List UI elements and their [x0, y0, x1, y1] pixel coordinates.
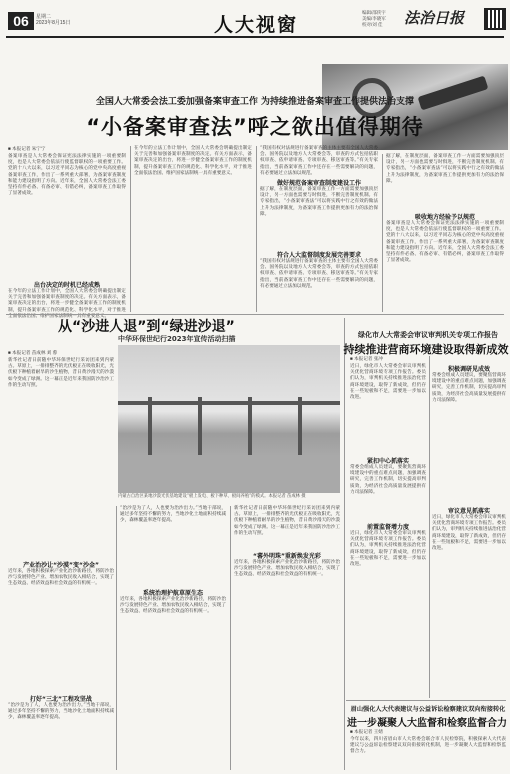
lead-col-3b: 据了解，在制度层面，备案审查工作一方面需要加强顶层设计，另一方面也需要与时俱进，不断完善制度机制。有专家指出，“小备案审查法”可以将实践中行之有效的做法上升为法律制度，为备案审查工作提供更加有力的法治保障。: [260, 187, 378, 217]
section-divider: [346, 700, 506, 701]
header-rule: [6, 36, 504, 38]
column-rule: [116, 506, 117, 770]
right-col-2b: 近日，绿化市人大常委会审议审判机关优化营商环境专项工作报告。委员们认为，审判机关持续推进法治化营商环境建设，取得了新成效，但仍存在一些短板和不足，需要进一步加以改进。: [432, 515, 506, 552]
lead-subhead-3: 符合人大监督制度发展完善要求: [276, 252, 361, 259]
lead-col-4: 据了解，在制度层面，备案审查工作一方面需要加强顶层设计，另一方面也需要与时俱进，不断完善制度机制。有专家指出，“小备案审查法”可以将实践中行之有效的做法上升为法律制度，为备案审查工作提供更加有力的法治保障。: [386, 154, 504, 184]
lead-subhead-2: 做好规范备案审查制度建设工作: [276, 180, 361, 187]
middle-col-1c: “治沙是为了人，人也要为治沙出力。”当地干部说，通过多年坚持不懈的努力，当地沙化土地面积持续减少，森林覆盖率逐年提高。: [8, 703, 114, 721]
column-rule: [344, 318, 345, 770]
photo-caption: 内蒙古自治区某地沙漠光伏基地建设“板上发电、板下种草、板间养殖”的模式。本报记者 苗成林 摄: [118, 494, 306, 499]
right-col-2: 常委会组成人员建议，要聚焦营商环境建设中的重点难点问题，加强调查研究，完善工作机制，切实提高审判质效，为经济社会高质量发展提供有力司法保障。: [432, 373, 506, 403]
qr-code-icon: [484, 8, 506, 30]
right-subhead-2: 积极调研见成效: [447, 366, 490, 373]
column-rule: [382, 154, 383, 312]
right-kicker: 绿化市人大常委会审议审判机关专项工作报告: [358, 331, 498, 339]
middle-col-2: “治沙是为了人，人也要为治沙出力。”当地干部说，通过多年坚持不懈的努力，当地沙化土地面积持续减少，森林覆盖率逐年提高。: [120, 506, 226, 524]
column-rule: [130, 146, 131, 312]
photo-ground: [118, 455, 340, 493]
lead-subhead-4: 吸收地方经验予以规范: [414, 214, 475, 221]
lead-col-1: 备案审查是人大常委会保证宪法法律实施的一项重要制度，也是人大常委会依法行使监督职权的一项重要工作。党的十八大以来，以习近平同志为核心的党中央高度重视备案审查工作，作出了一系列重大部署，为备案审查制度和能力建设指明了方向。近年来，全国人大常委会法工委坚持有件必备、有备必审、有错必纠，备案审查工作取得了显著成效。: [8, 154, 126, 197]
lead-col-3c: “我国有权对法规进行备案审查的主体主要有全国人大常委会、国务院以及地方人大常委会等，审查的方式包括依职权审查、依申请审查、专项审查、移送审查等。”有关专家指出，当前备案审查工作中还存在一些需要解决的问题，有必要通过立法加以规范。: [260, 259, 378, 289]
masthead-logo: 法治日报: [404, 9, 465, 27]
bottom-right-byline: ■ 本报记者 王婧: [350, 729, 383, 734]
middle-col-1: 新华社记者日前随中华环保世纪行采访团来到内蒙古。草原上，一排排整齐的光伏板正在吸收阳光，光伏板下种植着耐旱的沙生植物，昔日黄沙漫天的沙漠如今变成了绿洲。这一幕正是近年来我国防沙治沙工作的生动写照。: [8, 358, 114, 388]
right-col-1b: 常委会组成人员建议，要聚焦营商环境建设中的重点难点问题，加强调查研究，完善工作机制，切实提高审判质效，为经济社会高质量发展提供有力司法保障。: [350, 465, 426, 495]
column-rule: [256, 146, 257, 312]
middle-col-2b: 近年来，各地积极探索产业化治沙新路径，将防沙治沙与发展特色产业、增加农牧民收入相结合，实现了生态效益、经济效益和社会效益的有机统一。: [120, 597, 226, 615]
right-byline: ■ 本报记者 张冲: [350, 356, 383, 361]
page-number: 06: [8, 12, 34, 30]
lead-headline: “小备案审查法”呼之欲出值得期待: [86, 115, 424, 139]
right-col-1: 近日，绿化市人大常委会审议审判机关优化营商环境专项工作报告。委员们认为，审判机关持续推进法治化营商环境建设，取得了新成效，但仍存在一些短板和不足，需要进一步加以改进。: [350, 364, 426, 401]
desert-photo: [118, 345, 340, 493]
middle-col-3b: 近年来，各地积极探索产业化治沙新路径，将防沙治沙与发展特色产业、增加农牧民收入相结合，实现了生态效益、经济效益和社会效益的有机统一。: [234, 560, 340, 578]
lead-subhead-1: 出台决定的时机已经成熟: [33, 282, 100, 289]
middle-headline: 从“沙进人退”到“绿进沙退”: [58, 319, 235, 335]
right-subhead-3: 前置监督增力度: [366, 524, 409, 531]
middle-subhead-4: 系统治理护航草原生态: [142, 590, 203, 597]
middle-col-3: 新华社记者日前随中华环保世纪行采访团来到内蒙古。草原上，一排排整齐的光伏板正在吸收阳光，光伏板下种植着耐旱的沙生植物，昔日黄沙漫天的沙漠如今变成了绿洲。这一幕正是近年来我国防沙治沙工作的生动写照。: [234, 506, 340, 536]
bottom-right-kicker: 眉山强化人大代表建议与公益诉讼检察建议双向衔接转化: [350, 706, 506, 713]
section-divider: [6, 314, 504, 315]
middle-subhead: 中华环保世纪行2023年宣传活动扫描: [118, 335, 236, 343]
lead-byline: ■ 本报记者 朱宁宁: [8, 146, 46, 151]
bottom-right-col: 今年以来，四川省眉山市人大常委会联合市人民检察院，积极探索人大代表建议与公益诉讼检察建议双向衔接转化机制，进一步凝聚人大监督和检察监督合力。: [350, 737, 506, 755]
lead-col-1b: 在今年的立法工作计划中，全国人大常委会明确提出制定关于完善和加强备案审查制度的决定。有关方面表示，备案审查决定的出台，将进一步健全备案审查工作的制度机制，提升备案审查工作的规范化、科学化水平，对于推进全面依法治国、维护国家法制统一具有重要意义。: [8, 289, 126, 319]
right-col-1c: 近日，绿化市人大常委会审议审判机关优化营商环境专项工作报告。委员们认为，审判机关持续推进法治化营商环境建设，取得了新成效，但仍存在一些短板和不足，需要进一步加以改进。: [350, 531, 426, 568]
middle-byline: ■ 本报记者 苗成林 刘 蓉: [8, 350, 58, 355]
lead-kicker: 全国人大常委会法工委加强备案审查工作 为持续推进备案审查工作提供法治支撑: [95, 97, 415, 107]
lead-col-4b: 备案审查是人大常委会保证宪法法律实施的一项重要制度，也是人大常委会依法行使监督职权的一项重要工作。党的十八大以来，以习近平同志为核心的党中央高度重视备案审查工作，作出了一系列重大部署，为备案审查制度和能力建设指明了方向。近年来，全国人大常委会法工委坚持有件必备、有备必审、有错必纠，备案审查工作取得了显著成效。: [386, 221, 504, 264]
editor-credits: 编辑/邵侠宇 美编/李晓军 校对/刘 佳: [362, 10, 386, 27]
middle-subhead-3: “蕃外明珠”重新焕发光彩: [253, 553, 321, 560]
bottom-right-headline: 进一步凝聚人大监督和检察监督合力: [347, 718, 507, 729]
middle-subhead-2: 打好“三北”工程攻坚战: [30, 696, 92, 703]
column-rule: [230, 506, 231, 770]
right-subhead-4: 审议意见抓落实: [447, 508, 490, 515]
issue-date: 星期二 2023年8月15日: [36, 14, 71, 26]
middle-subhead-1: 产业治沙让“沙漠”变“沙金”: [23, 562, 99, 569]
page-header: [6, 4, 504, 62]
column-rule: [429, 356, 430, 698]
lead-col-2: 在今年的立法工作计划中，全国人大常委会明确提出制定关于完善和加强备案审查制度的决定。有关方面表示，备案审查决定的出台，将进一步健全备案审查工作的制度机制，提升备案审查工作的规范化、科学化水平，对于推进全面依法治国、维护国家法制统一具有重要意义。: [134, 146, 252, 176]
middle-col-1b: 近年来，各地积极探索产业化治沙新路径，将防沙治沙与发展特色产业、增加农牧民收入相结合，实现了生态效益、经济效益和社会效益的有机统一。: [8, 569, 114, 587]
right-headline: 持续推进营商环境建设取得新成效: [343, 343, 509, 356]
right-subhead-1: 紧扣中心抓落实: [366, 458, 409, 465]
lead-col-3: “我国有权对法规进行备案审查的主体主要有全国人大常委会、国务院以及地方人大常委会等，审查的方式包括依职权审查、依申请审查、专项审查、移送审查等。”有关专家指出，当前备案审查工作中还存在一些需要解决的问题，有必要通过立法加以规范。: [260, 146, 378, 176]
section-title: 人大视窗: [214, 14, 299, 36]
